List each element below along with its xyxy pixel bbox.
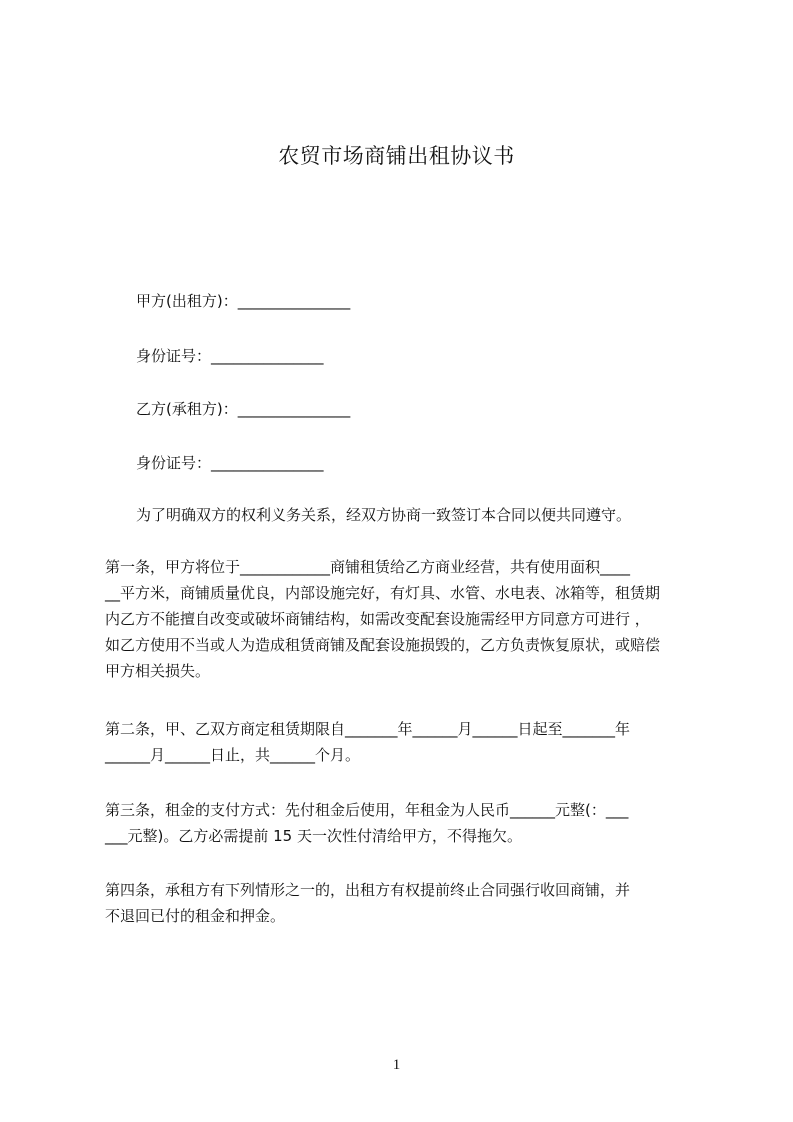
page-number: 1 — [392, 1057, 401, 1073]
intro-paragraph: 为了明确双方的权利义务关系，经双方协商一致签订本合同以便共同遵守。 — [136, 506, 632, 524]
party-a-line: 甲方(出租方)：_______________ — [136, 292, 351, 310]
article-2-paragraph: 第二条，甲、乙双方商定租赁期限自_______年______月______日起至_______年 ______月______日止，共______个月。 — [105, 720, 631, 764]
article-4-paragraph: 第四条，承租方有下列情形之一的，出租方有权提前终止合同强行收回商铺，并 不退回已付的租金和押金。 — [105, 881, 631, 925]
party-b-line: 乙方(承租方)：_______________ — [136, 400, 351, 418]
article-1-paragraph: 第一条，甲方将位于____________商铺租赁给乙方商业经营，共有使用面积____ __平方米，商铺质量优良，内部设施完好，有灯具、水管、水电表、冰箱等，租赁期 内乙方不能擅自改变或破坏商铺结构，如需改变配套设施需经甲方同意方可进行 ， 如乙方使用不当或人为造成租赁商铺及配套设施损毁的，乙方负责恢复原状，或赔偿 甲方相关损失。 — [105, 558, 661, 680]
party-a-id-line: 身份证号：_______________ — [136, 347, 324, 365]
document-title: 农贸市场商铺出租协议书 — [278, 144, 515, 168]
party-b-id-line: 身份证号：_______________ — [136, 454, 324, 472]
article-3-paragraph: 第三条，租金的支付方式：先付租金后使用，年租金为人民币______元整(：___ ___元整)。乙方必需提前 15 天一次性付清给甲方，不得拖欠。 — [105, 801, 629, 845]
